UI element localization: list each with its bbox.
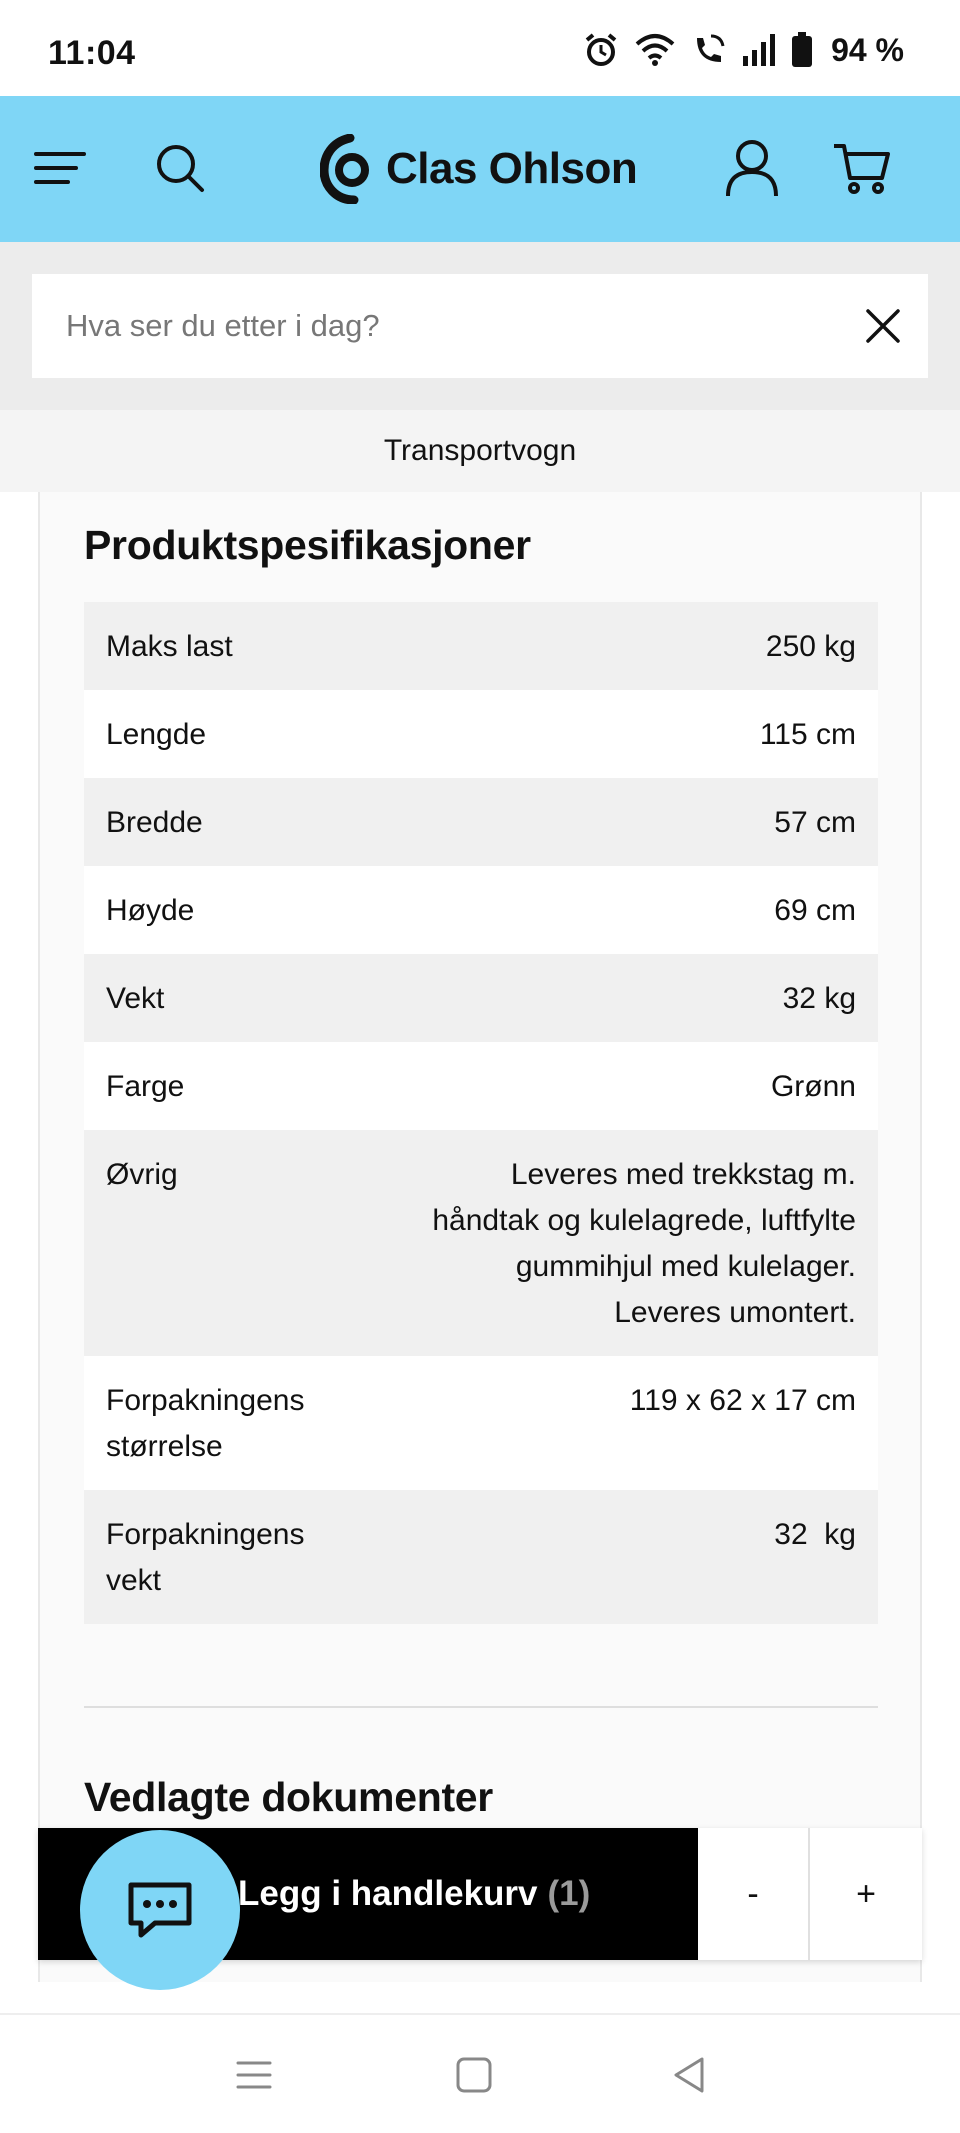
wifi-calling-icon [691,32,727,68]
spec-key: Høyde [106,894,195,927]
chat-icon [125,1879,195,1941]
spec-row [84,690,878,778]
spec-value: 32 kg [774,1518,856,1551]
spec-row [84,1042,878,1130]
section-divider [84,1706,878,1708]
search-icon [154,142,206,194]
spec-value: 32 kg [782,982,856,1015]
status-icons [583,30,904,70]
spec-value: 119 x 62 x 17 cm [629,1384,856,1417]
spec-key: Øvrig [106,1158,178,1191]
site-header [0,96,960,242]
spec-row [84,1356,878,1490]
spec-key: Farge [106,1070,185,1103]
clear-search-button[interactable] [838,274,928,378]
spec-row [84,1490,878,1624]
search-box [32,274,928,378]
spec-row [84,1130,878,1356]
spec-row [84,602,878,690]
account-icon [724,138,780,198]
specs-title: Produktspesifikasjoner [84,522,531,568]
breadcrumb[interactable] [0,410,960,492]
spec-key: Vekt [106,982,165,1015]
minus-label: - [747,1874,759,1913]
documents-title: Vedlagte dokumenter [84,1774,493,1820]
cart-icon [832,140,892,196]
plus-label: + [856,1874,876,1913]
cart-button[interactable] [830,136,894,200]
account-button[interactable] [720,136,784,200]
breadcrumb-label: Transportvogn [383,434,577,467]
spec-value: 115 cm [759,718,856,751]
spec-key: Forpakningens størrelse [106,1384,305,1463]
spec-value: Leveres med trekkstag m. håndtak og kulelagrede, luftfylte gummihjul med kulelager. Leveres umontert. [432,1158,856,1329]
chat-button[interactable] [80,1830,240,1990]
search-button[interactable] [148,136,212,200]
spec-value: Grønn [770,1070,856,1103]
alarm-icon [583,32,619,68]
close-icon [865,308,901,344]
signal-icon [741,32,777,68]
battery-icon [791,32,813,68]
specs-table [84,602,878,1624]
spec-row [84,954,878,1042]
system-nav-bar [0,2013,960,2133]
logo-mark-icon [320,134,376,204]
battery-percent: 94 % [831,31,904,68]
spec-value: 250 kg [765,630,856,663]
cart-count: (1) [547,1874,591,1913]
product-specs-card [38,492,922,1982]
spec-key: Lengde [106,718,207,751]
spec-key: Maks last [106,630,233,663]
spec-row [84,866,878,954]
search-area [0,242,960,410]
spec-row [84,778,878,866]
wifi-icon [633,32,677,68]
brand-name: Clas Ohlson [386,144,638,193]
back-icon[interactable] [668,2053,712,2097]
add-to-cart-label: Legg i handlekurv [238,1874,538,1913]
status-time: 11:04 [48,34,136,72]
menu-button[interactable] [28,136,92,200]
menu-icon [32,148,88,188]
brand-logo[interactable] [320,134,637,204]
spec-key: Bredde [106,806,203,839]
recent-apps-icon[interactable] [232,2053,276,2097]
spec-key: Forpakningens vekt [106,1518,305,1597]
decrease-quantity-button[interactable] [698,1828,810,1960]
home-icon[interactable] [452,2053,496,2097]
spec-value: 69 cm [774,894,856,927]
spec-value: 57 cm [774,806,856,839]
increase-quantity-button[interactable] [810,1828,922,1960]
search-input[interactable] [32,274,838,378]
status-bar [0,0,960,96]
